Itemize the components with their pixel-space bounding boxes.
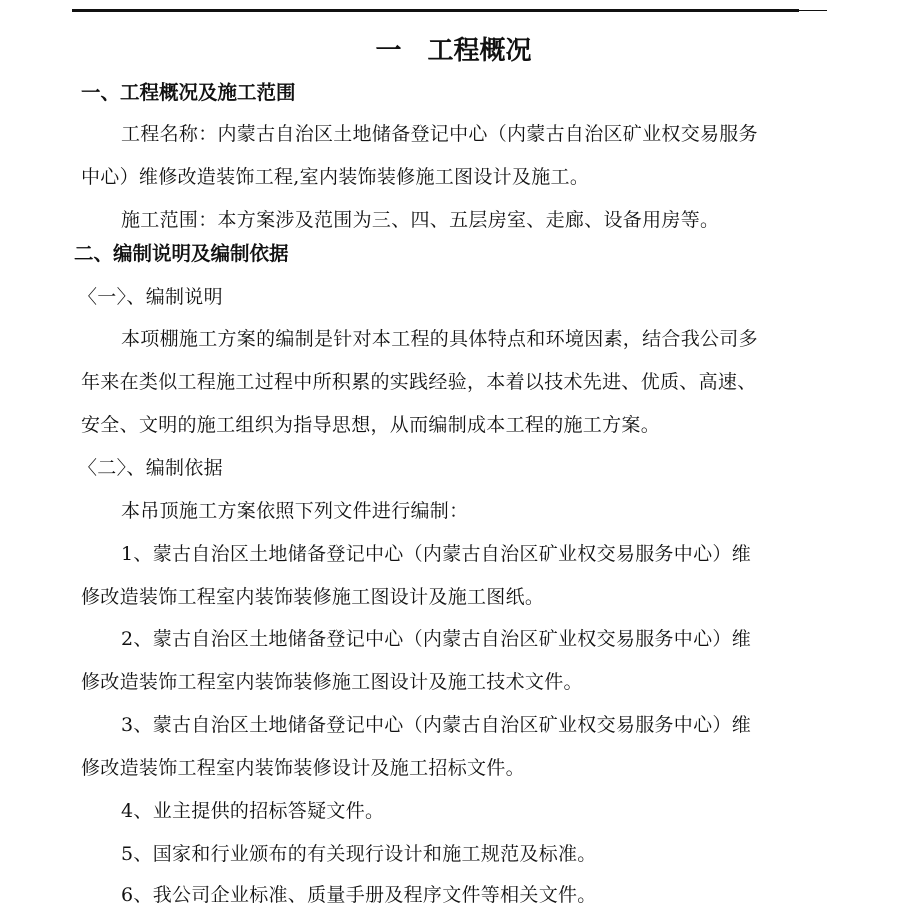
section-heading-2: 二、编制说明及编制依据 <box>74 242 289 265</box>
paragraph-notes-line-1: 本项棚施工方案的编制是针对本工程的具体特点和环境因素，结合我公司多 <box>121 328 758 350</box>
subheading-compilation-basis: 〈二〉、编制依据 <box>78 457 223 479</box>
header-rule <box>72 9 799 12</box>
paragraph-project-name-line-2: 中心）维修改造装饰工程,室内装饰装修施工图设计及施工。 <box>81 166 590 188</box>
paragraph-notes-line-2: 年来在类似工程施工过程中所积累的实践经验，本着以技术先进、优质、高速、 <box>81 371 757 393</box>
paragraph-project-name-line-1: 工程名称：内蒙古自治区土地储备登记中心（内蒙古自治区矿业权交易服务 <box>121 123 758 145</box>
list-item-2-line-1: 2、蒙古自治区土地储备登记中心（内蒙古自治区矿业权交易服务中心）维 <box>121 628 751 650</box>
list-item-1-line-2: 修改造装饰工程室内装饰装修施工图设计及施工图纸。 <box>81 586 545 608</box>
title-number: 一 <box>375 36 402 66</box>
page-title <box>0 38 907 64</box>
header-rule-tail <box>799 10 827 11</box>
list-item-3-line-2: 修改造装饰工程室内装饰装修设计及施工招标文件。 <box>81 757 525 779</box>
paragraph-basis-intro: 本吊顶施工方案依照下列文件进行编制： <box>121 500 469 522</box>
list-item-4: 4、业主提供的招标答疑文件。 <box>121 800 385 822</box>
section-heading-1: 一、工程概况及施工范围 <box>81 81 296 104</box>
paragraph-notes-line-3: 安全、文明的施工组织为指导思想，从而编制成本工程的施工方案。 <box>81 414 661 436</box>
title-text: 工程概况 <box>427 36 532 66</box>
list-item-2-line-2: 修改造装饰工程室内装饰装修施工图设计及施工技术文件。 <box>81 671 583 693</box>
list-item-3-line-1: 3、蒙古自治区土地储备登记中心（内蒙古自治区矿业权交易服务中心）维 <box>121 714 751 736</box>
list-item-1-line-1: 1、蒙古自治区土地储备登记中心（内蒙古自治区矿业权交易服务中心）维 <box>121 543 751 565</box>
list-item-6: 6、我公司企业标准、质量手册及程序文件等相关文件。 <box>121 884 597 906</box>
list-item-5: 5、国家和行业颁布的有关现行设计和施工规范及标准。 <box>121 843 597 865</box>
subheading-compilation-notes: 〈一〉、编制说明 <box>78 286 223 308</box>
paragraph-scope: 施工范围：本方案涉及范围为三、四、五层房室、走廊、设备用房等。 <box>121 209 720 231</box>
